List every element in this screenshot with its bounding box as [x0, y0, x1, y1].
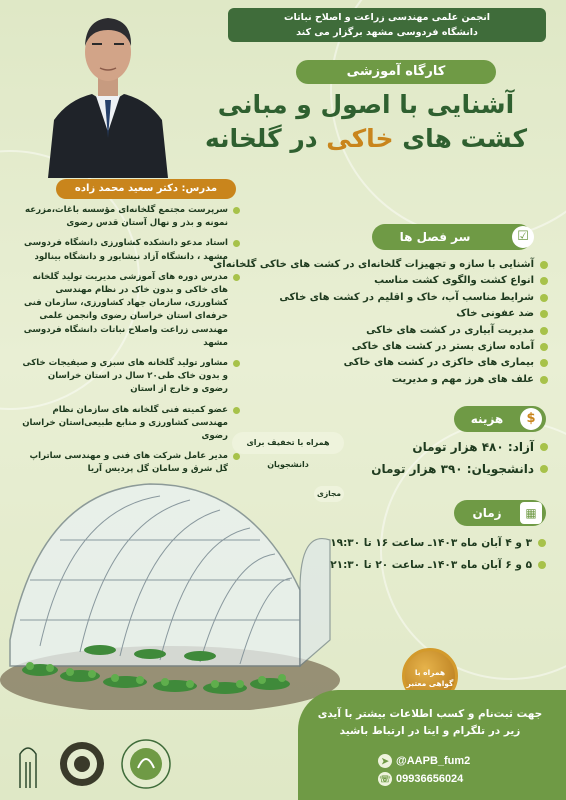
- syllabus-item: ضد عفونی خاک: [262, 306, 548, 322]
- coin-icon: $: [520, 408, 542, 430]
- bio-item: سرپرست مجتمع گلخانه‌ای مؤسسه باغات،مزرعه نمونه و بذر و نهال آستان قدس رضوی: [20, 204, 240, 230]
- syllabus-item: آشنایی با سازه و تجهیزات گلخانه‌ای در کشت های خاکی گلخانه‌ای: [262, 257, 548, 273]
- handle-text: @AAPB_fum2: [396, 755, 471, 767]
- time-item: ۳ و ۴ آبان ماه ۱۴۰۳ـ ساعت ۱۶ تا ۱۹:۳۰: [346, 532, 546, 554]
- registration-cta: [304, 706, 556, 740]
- certificate-line-2: گواهی معتبر: [406, 679, 454, 688]
- cta-line-2: زیر در تلگرام و ایتا در ارتباط باشید: [339, 725, 521, 737]
- title-highlight: خاکی: [326, 124, 394, 153]
- workshop-title: [176, 88, 556, 156]
- instructor-bio: [20, 204, 240, 484]
- contact-handle[interactable]: [378, 752, 518, 770]
- title-line-1: آشنایی با اصول و مبانی: [217, 90, 515, 119]
- bio-item: مدرس دوره های آموزشی مدیریت تولید گلخانه های خاکی و بدون خاک در نظام مهندسی کشاورزی، سازمان جهاد کشاورزی، سازمان فنی حرفه‌ای استان خراسان رضوی وانجمن علمی مهندسی زراعت واصلاح نباتات دانشگاه فردوسی مشهد: [20, 271, 240, 350]
- phone-text: 09936656024: [396, 773, 464, 785]
- bio-item: استاد مدعو دانشکده کشاورزی دانشگاه فردوسی مشهد ، دانشگاه آزاد نیشابور و دانشگاه بینالود: [20, 237, 240, 263]
- association-logo: [122, 740, 170, 788]
- syllabus-list: [213, 257, 548, 388]
- university-logo: [20, 748, 36, 788]
- syllabus-label: سر فصل ها: [372, 224, 532, 250]
- checklist-icon: ☑: [512, 226, 534, 248]
- bio-item: مدیر عامل شرکت های فنی و مهندسی ساتراپ گل شرق و سامان گل پردیس آریا: [20, 450, 240, 476]
- time-item: ۵ و ۶ آبان ماه ۱۴۰۳ـ ساعت ۲۰ تا ۲۱:۳۰: [346, 554, 546, 576]
- calendar-icon: ▦: [520, 502, 542, 524]
- host-banner: [228, 8, 546, 42]
- syllabus-item: مدیریت آبیاری در کشت های خاکی: [262, 323, 548, 339]
- fee-item: آزاد: ۴۸۰ هزار تومان: [358, 436, 548, 458]
- workshop-tag: کارگاه آموزشی: [296, 60, 496, 84]
- phone-icon: ☏: [379, 774, 391, 785]
- fee-list: [358, 436, 548, 480]
- cta-line-1: جهت ثبت‌نام و کسب اطلاعات بیشتر با آیدی: [317, 708, 543, 720]
- title-part: در گلخانه: [204, 124, 327, 153]
- certificate-line-1: همراه با: [414, 668, 446, 677]
- host-line-2: دانشگاه فردوسی مشهد برگزار می کند: [296, 27, 478, 38]
- telegram-icon: ➤: [378, 754, 392, 768]
- instructor-label: مدرس: دکتر سعید محمد زاده: [56, 179, 236, 199]
- title-part: کشت های: [393, 124, 528, 153]
- faculty-logo: [60, 742, 104, 786]
- greenhouse-illustration: [0, 470, 340, 710]
- organization-logos: [6, 734, 206, 794]
- time-list: [330, 532, 546, 576]
- syllabus-item: بیماری های خاکزی در کشت های خاکی: [262, 355, 548, 371]
- contact-phone[interactable]: [378, 770, 518, 788]
- fee-label: هزینه: [454, 406, 546, 432]
- host-line-1: انجمن علمی مهندسی زراعت و اصلاح نباتات: [283, 12, 491, 23]
- title-line-2: [176, 122, 556, 156]
- syllabus-item: آماده سازی بستر در کشت های خاکی: [262, 339, 548, 355]
- instructor-portrait: [48, 0, 168, 178]
- syllabus-item: شرایط مناسب آب، خاک و اقلیم در کشت های خاکی: [262, 290, 548, 306]
- fee-item: دانشجویان: ۳۹۰ هزار تومان: [358, 458, 548, 480]
- discount-note: همراه با تخفیف برای دانشجویان: [232, 432, 344, 454]
- time-label: زمان: [454, 500, 546, 526]
- syllabus-item: انواع کشت والگوی کشت مناسب: [262, 273, 548, 289]
- bio-item: مشاور تولید گلخانه های سبزی و صیفیجات خاکی و بدون خاک طی۲۰ سال در استان خراسان رضوی و خارج از استان: [20, 357, 240, 397]
- mode-badge: مجازی: [314, 486, 344, 502]
- bio-item: عضو کمیته فنی گلخانه های سازمان نظام مهندسی کشاورزی و منابع طبیعی‌استان خراسان رضوی: [20, 404, 240, 444]
- syllabus-item: علف های هرز مهم و مدیریت: [262, 372, 548, 388]
